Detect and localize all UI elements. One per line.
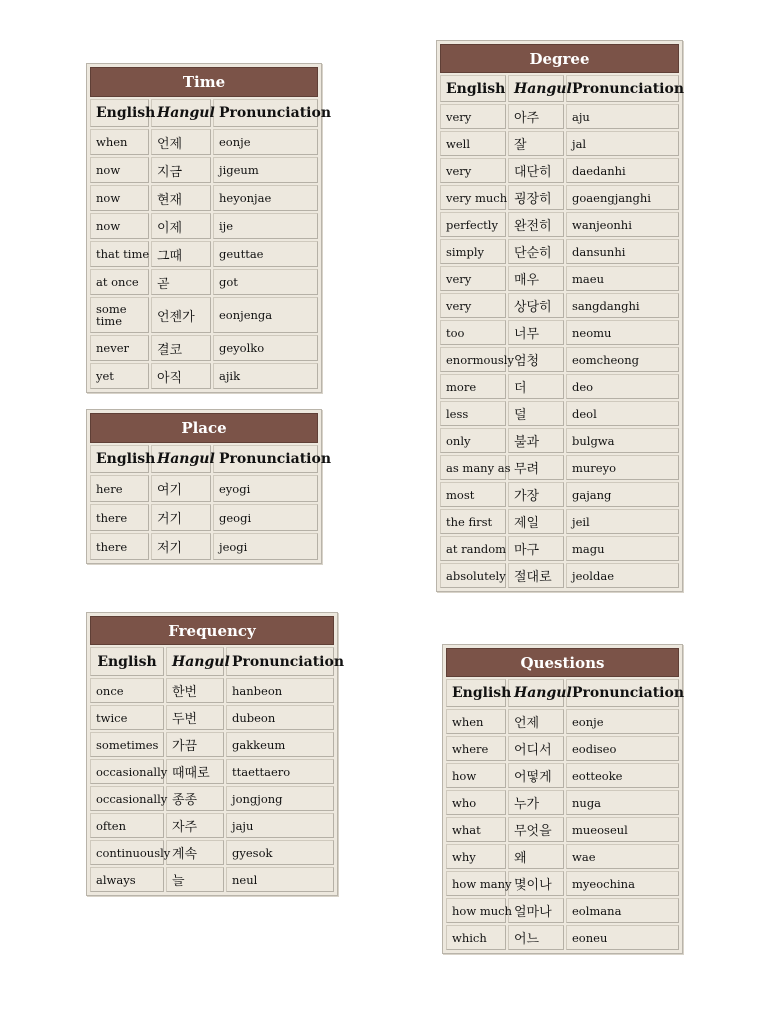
hangul-cell: 지금: [151, 157, 211, 183]
hangul-cell: 굉장히: [508, 185, 564, 210]
table-row: [446, 790, 679, 815]
hangul-cell: 절대로: [508, 563, 564, 588]
place-title: Place: [90, 413, 318, 443]
pronunciation-cell: neomu: [566, 320, 679, 345]
pronunciation-cell: bulgwa: [566, 428, 679, 453]
pronunciation-cell: eotteoke: [566, 763, 679, 788]
english-header: English: [440, 75, 506, 102]
english-cell: yet: [90, 363, 149, 389]
pronunciation-cell: deo: [566, 374, 679, 399]
pronunciation-cell: eomcheong: [566, 347, 679, 372]
hangul-cell: 완전히: [508, 212, 564, 237]
pronunciation-cell: eonje: [566, 709, 679, 734]
pronunciation-cell: hanbeon: [226, 678, 334, 703]
pronunciation-cell: geogi: [213, 504, 318, 531]
hangul-cell: 한번: [166, 678, 224, 703]
pronunciation-cell: maeu: [566, 266, 679, 291]
hangul-cell: 어느: [508, 925, 564, 950]
pronunciation-cell: daedanhi: [566, 158, 679, 183]
english-cell: always: [90, 867, 164, 892]
hangul-cell: 매우: [508, 266, 564, 291]
pronunciation-cell: eonjenga: [213, 297, 318, 333]
english-cell: often: [90, 813, 164, 838]
hangul-cell: 가장: [508, 482, 564, 507]
english-cell: why: [446, 844, 506, 869]
table-row: [446, 763, 679, 788]
table-row: [440, 266, 679, 291]
table-row: [90, 363, 318, 389]
table-row: [90, 504, 318, 531]
hangul-header: Hangul: [166, 647, 224, 676]
hangul-cell: 어떻게: [508, 763, 564, 788]
table-row: [440, 158, 679, 183]
english-cell: enormously: [440, 347, 506, 372]
english-cell: more: [440, 374, 506, 399]
hangul-cell: 불과: [508, 428, 564, 453]
frequency-table: [86, 612, 344, 896]
pronunciation-cell: jongjong: [226, 786, 334, 811]
english-cell: how many: [446, 871, 506, 896]
hangul-cell: 잘: [508, 131, 564, 156]
hangul-cell: 현재: [151, 185, 211, 211]
english-cell: there: [90, 504, 149, 531]
pronunciation-cell: ajik: [213, 363, 318, 389]
english-cell: there: [90, 533, 149, 560]
pronunciation-cell: jeogi: [213, 533, 318, 560]
pronunciation-cell: got: [213, 269, 318, 295]
pronunciation-header: Pronunciation: [566, 75, 679, 102]
pronunciation-cell: eoneu: [566, 925, 679, 950]
hangul-cell: 늘: [166, 867, 224, 892]
table-row: [90, 732, 334, 757]
hangul-cell: 대단히: [508, 158, 564, 183]
hangul-cell: 계속: [166, 840, 224, 865]
english-cell: once: [90, 678, 164, 703]
pronunciation-header: Pronunciation: [213, 99, 318, 127]
table-row: [440, 347, 679, 372]
hangul-cell: 두번: [166, 705, 224, 730]
english-cell: occasionally: [90, 759, 164, 784]
pronunciation-cell: nuga: [566, 790, 679, 815]
table-row: [446, 898, 679, 923]
table-row: [90, 813, 334, 838]
hangul-cell: 여기: [151, 475, 211, 502]
questions-title: Questions: [446, 648, 679, 677]
english-cell: continuously: [90, 840, 164, 865]
english-cell: at once: [90, 269, 149, 295]
hangul-cell: 무려: [508, 455, 564, 480]
table-row: [90, 129, 318, 155]
pronunciation-cell: goaengjanghi: [566, 185, 679, 210]
english-header: English: [90, 99, 149, 127]
hangul-cell: 마구: [508, 536, 564, 561]
questions-table: [442, 644, 683, 954]
degree-table: [436, 40, 683, 592]
table-row: [446, 817, 679, 842]
table-row: [446, 925, 679, 950]
english-cell: how: [446, 763, 506, 788]
pronunciation-cell: dansunhi: [566, 239, 679, 264]
english-header: English: [446, 679, 506, 707]
pronunciation-cell: geyolko: [213, 335, 318, 361]
english-header: English: [90, 647, 164, 676]
english-cell: at random: [440, 536, 506, 561]
table-row: [446, 736, 679, 761]
english-cell: who: [446, 790, 506, 815]
hangul-header: Hangul: [151, 99, 211, 127]
pronunciation-cell: mureyo: [566, 455, 679, 480]
english-cell: perfectly: [440, 212, 506, 237]
hangul-cell: 곧: [151, 269, 211, 295]
english-cell: what: [446, 817, 506, 842]
hangul-cell: 상당히: [508, 293, 564, 318]
english-cell: too: [440, 320, 506, 345]
english-header: English: [90, 445, 149, 473]
table-row: [440, 563, 679, 588]
english-cell: now: [90, 185, 149, 211]
english-cell: now: [90, 157, 149, 183]
english-cell: never: [90, 335, 149, 361]
english-cell: very: [440, 293, 506, 318]
hangul-cell: 이제: [151, 213, 211, 239]
english-cell: when: [90, 129, 149, 155]
degree-title: Degree: [440, 44, 679, 73]
table-row: [446, 844, 679, 869]
english-cell: when: [446, 709, 506, 734]
pronunciation-cell: gajang: [566, 482, 679, 507]
table-row: [90, 185, 318, 211]
hangul-header: Hangul: [508, 679, 564, 707]
english-cell: now: [90, 213, 149, 239]
hangul-cell: 언젠가: [151, 297, 211, 333]
hangul-cell: 거기: [151, 504, 211, 531]
hangul-cell: 더: [508, 374, 564, 399]
english-cell: how much: [446, 898, 506, 923]
table-row: [440, 131, 679, 156]
pronunciation-cell: jaju: [226, 813, 334, 838]
table-row: [90, 241, 318, 267]
table-row: [446, 709, 679, 734]
table-row: [90, 786, 334, 811]
table-row: [440, 482, 679, 507]
english-cell: that time: [90, 241, 149, 267]
pronunciation-cell: jal: [566, 131, 679, 156]
hangul-cell: 엄청: [508, 347, 564, 372]
pronunciation-cell: heyonjae: [213, 185, 318, 211]
pronunciation-cell: neul: [226, 867, 334, 892]
hangul-cell: 왜: [508, 844, 564, 869]
pronunciation-cell: magu: [566, 536, 679, 561]
table-row: [90, 533, 318, 560]
table-row: [90, 867, 334, 892]
hangul-cell: 저기: [151, 533, 211, 560]
english-cell: very much: [440, 185, 506, 210]
hangul-cell: 덜: [508, 401, 564, 426]
table-row: [90, 705, 334, 730]
hangul-cell: 누가: [508, 790, 564, 815]
hangul-cell: 단순히: [508, 239, 564, 264]
table-row: [440, 320, 679, 345]
pronunciation-cell: wae: [566, 844, 679, 869]
hangul-cell: 종종: [166, 786, 224, 811]
time-title: Time: [90, 67, 318, 97]
english-cell: very: [440, 158, 506, 183]
pronunciation-cell: eonje: [213, 129, 318, 155]
hangul-cell: 가끔: [166, 732, 224, 757]
time-table: [86, 63, 331, 393]
pronunciation-header: Pronunciation: [566, 679, 679, 707]
english-cell: simply: [440, 239, 506, 264]
place-table: [86, 409, 331, 564]
table-row: [440, 428, 679, 453]
hangul-cell: 아주: [508, 104, 564, 129]
pronunciation-cell: eodiseo: [566, 736, 679, 761]
english-cell: less: [440, 401, 506, 426]
pronunciation-cell: ije: [213, 213, 318, 239]
hangul-cell: 어디서: [508, 736, 564, 761]
english-cell: sometimes: [90, 732, 164, 757]
pronunciation-cell: deol: [566, 401, 679, 426]
table-row: [90, 335, 318, 361]
english-cell: very: [440, 104, 506, 129]
english-cell: most: [440, 482, 506, 507]
pronunciation-cell: jeil: [566, 509, 679, 534]
table-row: [440, 509, 679, 534]
table-row: [90, 840, 334, 865]
hangul-cell: 몇이나: [508, 871, 564, 896]
table-row: [90, 475, 318, 502]
pronunciation-cell: dubeon: [226, 705, 334, 730]
table-row: [440, 455, 679, 480]
hangul-cell: 때때로: [166, 759, 224, 784]
table-row: [440, 536, 679, 561]
hangul-cell: 아직: [151, 363, 211, 389]
english-cell: which: [446, 925, 506, 950]
hangul-cell: 언제: [508, 709, 564, 734]
table-row: [440, 374, 679, 399]
english-cell: very: [440, 266, 506, 291]
english-cell: only: [440, 428, 506, 453]
hangul-cell: 자주: [166, 813, 224, 838]
table-row: [440, 104, 679, 129]
pronunciation-cell: eolmana: [566, 898, 679, 923]
english-cell: here: [90, 475, 149, 502]
table-row: [90, 759, 334, 784]
hangul-cell: 그때: [151, 241, 211, 267]
pronunciation-cell: gakkeum: [226, 732, 334, 757]
pronunciation-cell: eyogi: [213, 475, 318, 502]
hangul-header: Hangul: [151, 445, 211, 473]
table-row: [90, 269, 318, 295]
english-cell: absolutely: [440, 563, 506, 588]
hangul-cell: 무엇을: [508, 817, 564, 842]
english-cell: where: [446, 736, 506, 761]
pronunciation-cell: geuttae: [213, 241, 318, 267]
table-row: [440, 401, 679, 426]
table-row: [446, 871, 679, 896]
pronunciation-cell: aju: [566, 104, 679, 129]
pronunciation-cell: sangdanghi: [566, 293, 679, 318]
hangul-header: Hangul: [508, 75, 564, 102]
table-row: [90, 678, 334, 703]
pronunciation-cell: myeochina: [566, 871, 679, 896]
hangul-cell: 제일: [508, 509, 564, 534]
hangul-cell: 결코: [151, 335, 211, 361]
hangul-cell: 너무: [508, 320, 564, 345]
pronunciation-cell: jigeum: [213, 157, 318, 183]
english-cell: occasionally: [90, 786, 164, 811]
table-row: [90, 213, 318, 239]
table-row: [90, 157, 318, 183]
pronunciation-header: Pronunciation: [213, 445, 318, 473]
hangul-cell: 얼마나: [508, 898, 564, 923]
table-row: [90, 297, 318, 333]
english-cell: twice: [90, 705, 164, 730]
pronunciation-cell: ttaettaero: [226, 759, 334, 784]
english-cell: well: [440, 131, 506, 156]
pronunciation-cell: gyesok: [226, 840, 334, 865]
pronunciation-cell: wanjeonhi: [566, 212, 679, 237]
pronunciation-header: Pronunciation: [226, 647, 334, 676]
table-row: [440, 239, 679, 264]
english-cell: as many as: [440, 455, 506, 480]
english-cell: some time: [90, 297, 149, 333]
pronunciation-cell: mueoseul: [566, 817, 679, 842]
table-row: [440, 185, 679, 210]
table-row: [440, 212, 679, 237]
frequency-title: Frequency: [90, 616, 334, 645]
table-row: [440, 293, 679, 318]
english-cell: the first: [440, 509, 506, 534]
hangul-cell: 언제: [151, 129, 211, 155]
pronunciation-cell: jeoldae: [566, 563, 679, 588]
